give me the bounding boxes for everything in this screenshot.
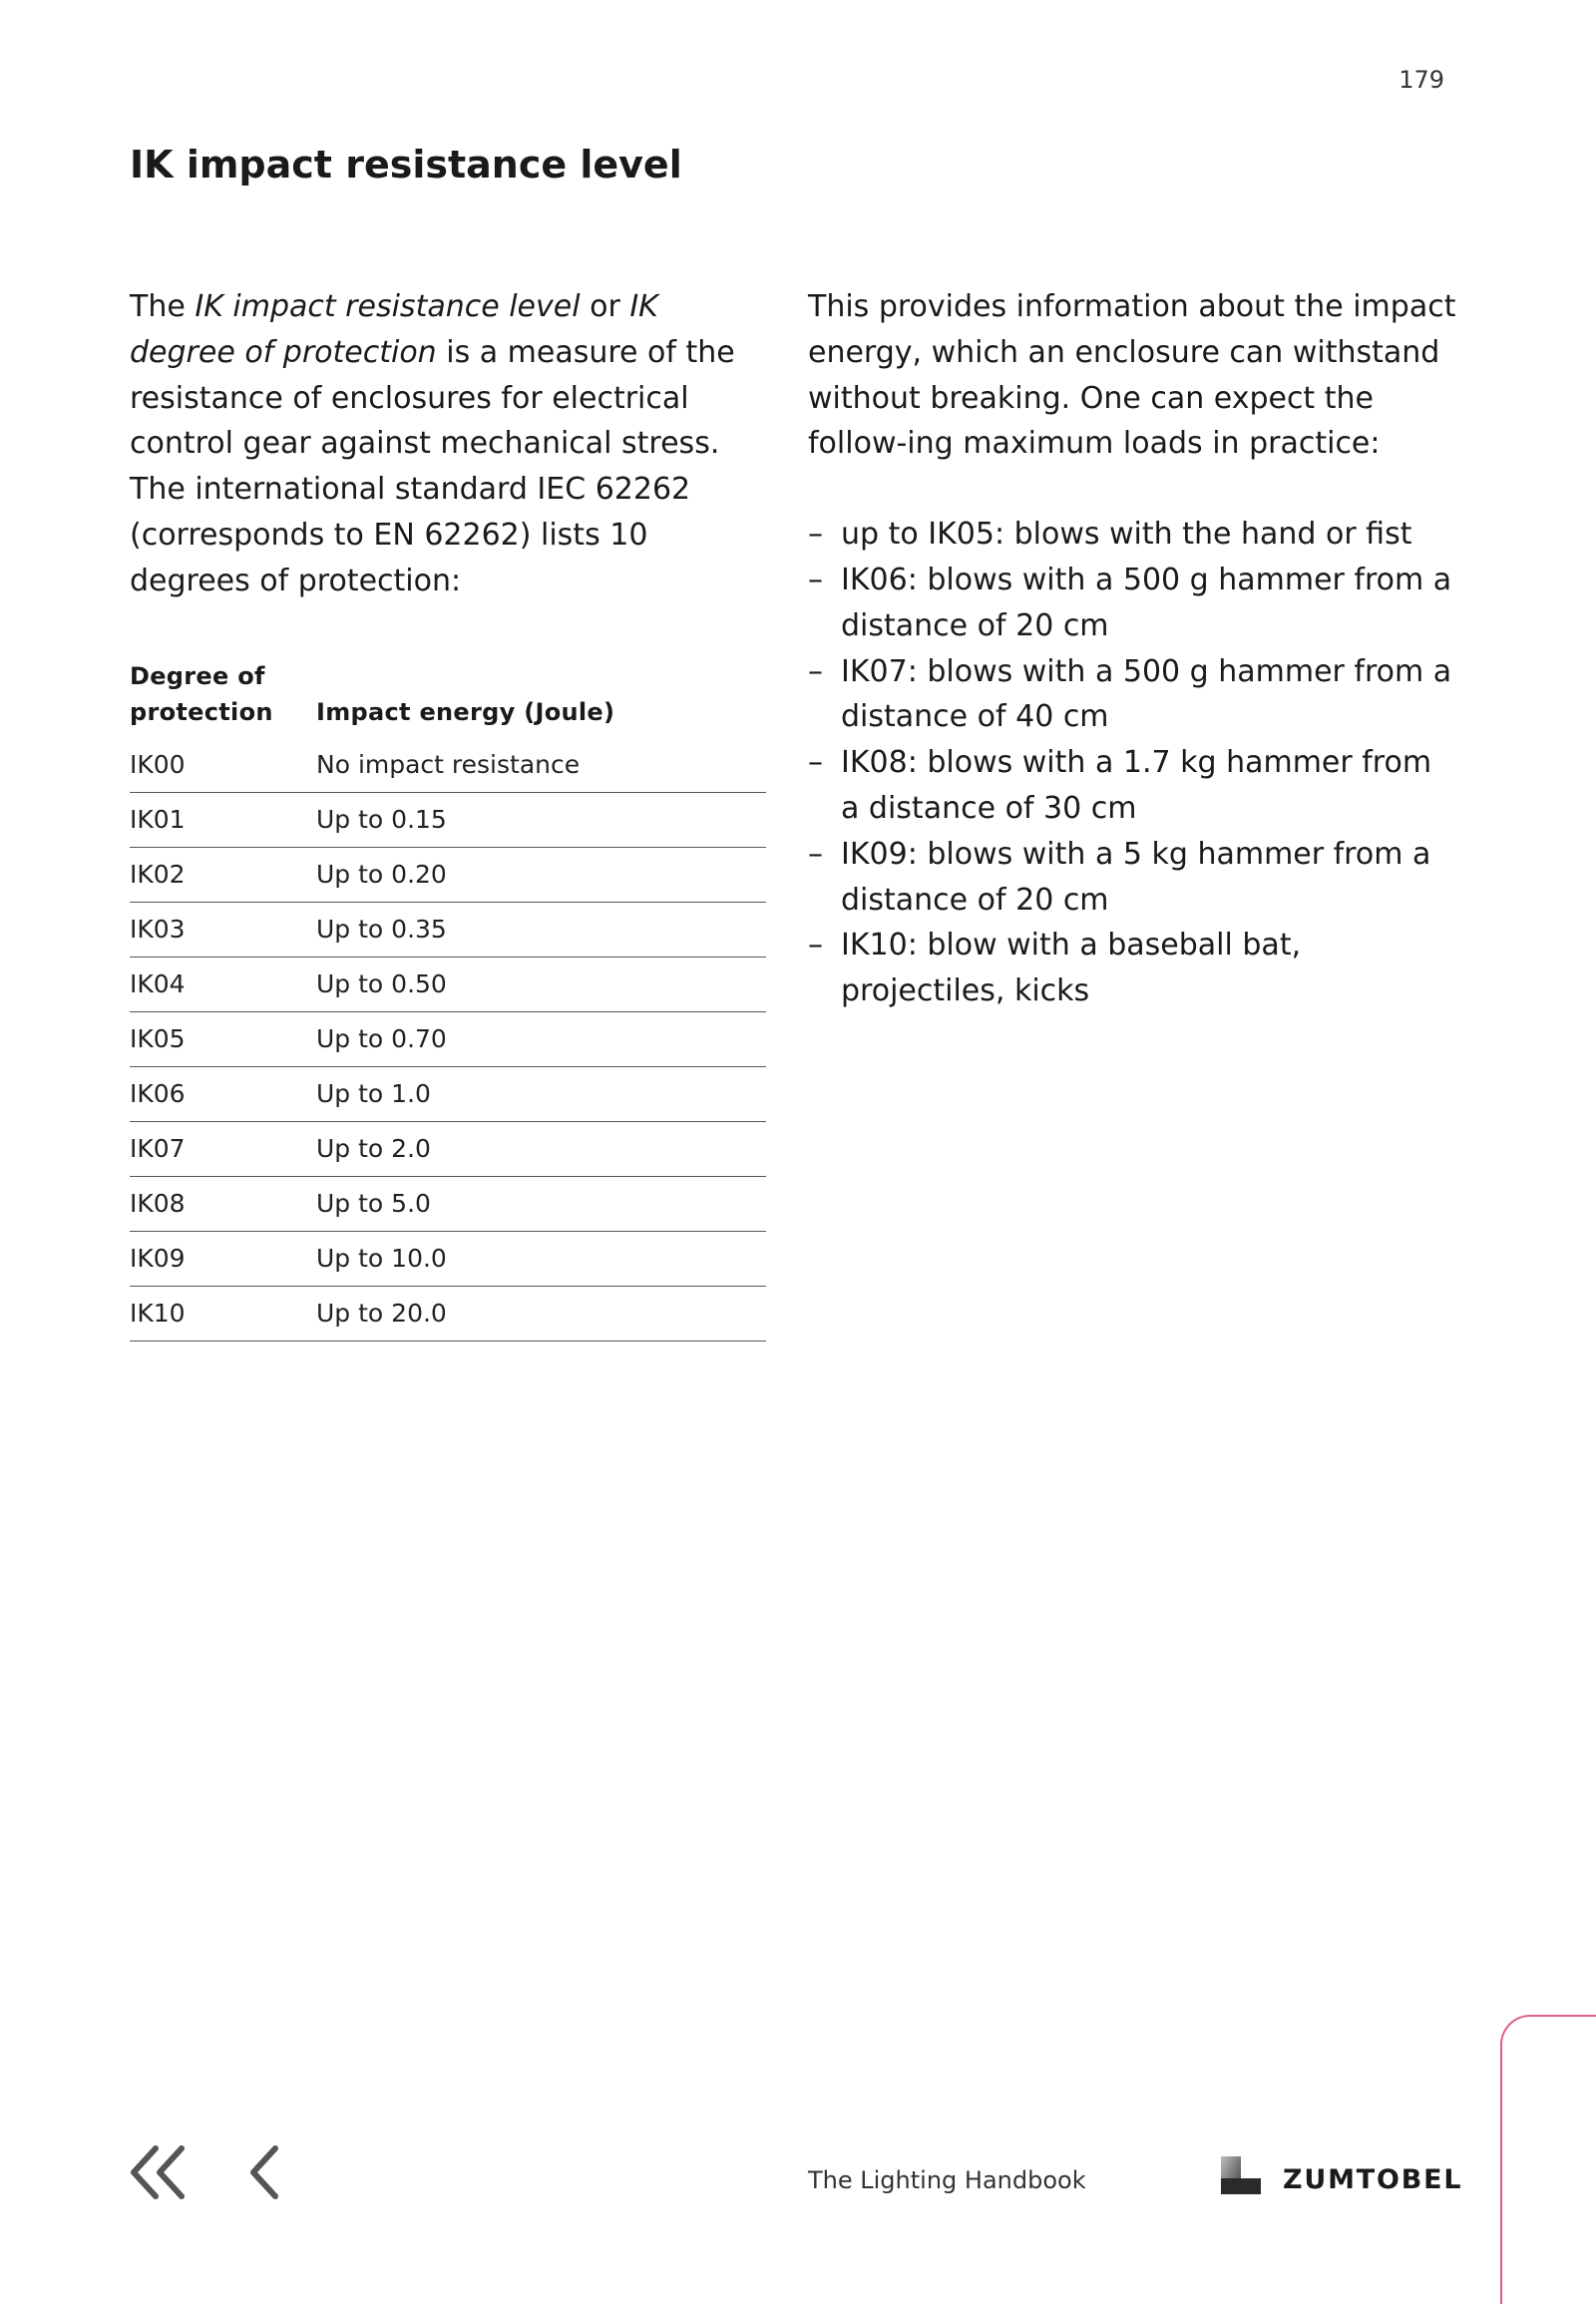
zumtobel-logo-icon bbox=[1221, 2156, 1261, 2194]
intro-paragraph bbox=[130, 284, 768, 604]
left-column bbox=[130, 284, 768, 1342]
table-row bbox=[130, 792, 766, 847]
table-row bbox=[130, 1011, 766, 1066]
intro-text-2: or bbox=[580, 289, 630, 324]
list-item-text: IK10: blow with a baseball bat, projectiles, kicks bbox=[841, 928, 1302, 1009]
cell-energy: Up to 0.50 bbox=[316, 957, 766, 1011]
cell-degree: IK03 bbox=[130, 902, 316, 957]
right-paragraph: This provides information about the impact energy, which an enclosure can withstand without breaking. One can expect the follow-ing maximum loads in practice: bbox=[808, 289, 1456, 462]
cell-degree: IK09 bbox=[130, 1231, 316, 1286]
intro-term-ik-degree: IK degree of protection bbox=[130, 289, 658, 370]
list-item bbox=[808, 512, 1456, 558]
table-row bbox=[130, 902, 766, 957]
double-chevron-left-icon bbox=[128, 2144, 188, 2200]
cell-degree: IK00 bbox=[130, 738, 316, 793]
cell-energy: Up to 0.15 bbox=[316, 792, 766, 847]
first-page-button[interactable] bbox=[128, 2144, 188, 2200]
list-item-text: IK08: blows with a 1.7 kg hammer from a distance of 30 cm bbox=[841, 745, 1432, 826]
table-header-row bbox=[130, 658, 766, 738]
page-title: IK impact resistance level bbox=[130, 143, 682, 187]
cell-degree: IK06 bbox=[130, 1066, 316, 1121]
cell-energy: No impact resistance bbox=[316, 738, 766, 793]
table-row bbox=[130, 1176, 766, 1231]
cell-degree: IK04 bbox=[130, 957, 316, 1011]
list-item bbox=[808, 923, 1456, 1014]
table-row bbox=[130, 957, 766, 1011]
intro-text-1: The bbox=[130, 289, 196, 324]
header-degree: Degree of protection bbox=[130, 661, 273, 726]
table-row bbox=[130, 1066, 766, 1121]
cell-energy: Up to 0.20 bbox=[316, 847, 766, 902]
cell-energy: Up to 0.70 bbox=[316, 1011, 766, 1066]
cell-energy: Up to 5.0 bbox=[316, 1176, 766, 1231]
bullet-dash: – bbox=[808, 562, 823, 597]
side-tab[interactable] bbox=[1500, 2015, 1596, 2304]
cell-degree: IK05 bbox=[130, 1011, 316, 1066]
cell-energy: Up to 2.0 bbox=[316, 1121, 766, 1176]
page-number: 179 bbox=[1398, 66, 1444, 94]
cell-degree: IK10 bbox=[130, 1286, 316, 1341]
bullet-dash: – bbox=[808, 653, 823, 689]
ik-table bbox=[130, 658, 766, 1342]
bullet-dash: – bbox=[808, 836, 823, 872]
cell-energy: Up to 10.0 bbox=[316, 1231, 766, 1286]
chevron-left-icon bbox=[247, 2144, 281, 2200]
footer-handbook-title: The Lighting Handbook bbox=[808, 2166, 1086, 2194]
list-item bbox=[808, 649, 1456, 741]
bullet-dash: – bbox=[808, 928, 823, 963]
intro-text-3: is a measure of the resistance of enclosures for electrical control gear against mechanical stress. The international standard IEC 62262 (corresponds to EN 62262) lists 10 degrees of protection: bbox=[130, 334, 735, 598]
table-row bbox=[130, 1286, 766, 1341]
previous-page-button[interactable] bbox=[247, 2144, 281, 2200]
list-item-text: up to IK05: blows with the hand or fist bbox=[841, 517, 1412, 553]
intro-term-ik-level: IK impact resistance level bbox=[195, 289, 581, 324]
cell-degree: IK01 bbox=[130, 792, 316, 847]
cell-degree: IK02 bbox=[130, 847, 316, 902]
brand-name: ZUMTOBEL bbox=[1283, 2164, 1463, 2195]
list-item-text: IK09: blows with a 5 kg hammer from a distance of 20 cm bbox=[841, 836, 1431, 918]
table-row bbox=[130, 1121, 766, 1176]
table-row bbox=[130, 738, 766, 793]
list-item-text: IK07: blows with a 500 g hammer from a distance of 40 cm bbox=[841, 653, 1452, 735]
cell-energy: Up to 1.0 bbox=[316, 1066, 766, 1121]
cell-energy: Up to 0.35 bbox=[316, 902, 766, 957]
header-impact-energy: Impact energy (Joule) bbox=[316, 697, 615, 726]
list-item bbox=[808, 832, 1456, 924]
cell-energy: Up to 20.0 bbox=[316, 1286, 766, 1341]
bullet-dash: – bbox=[808, 745, 823, 781]
load-list bbox=[808, 512, 1456, 1014]
list-item bbox=[808, 740, 1456, 832]
list-item bbox=[808, 558, 1456, 649]
cell-degree: IK07 bbox=[130, 1121, 316, 1176]
table-row bbox=[130, 1231, 766, 1286]
table-row bbox=[130, 847, 766, 902]
list-item-text: IK06: blows with a 500 g hammer from a distance of 20 cm bbox=[841, 562, 1452, 643]
bullet-dash: – bbox=[808, 517, 823, 553]
cell-degree: IK08 bbox=[130, 1176, 316, 1231]
right-column bbox=[808, 284, 1456, 1014]
